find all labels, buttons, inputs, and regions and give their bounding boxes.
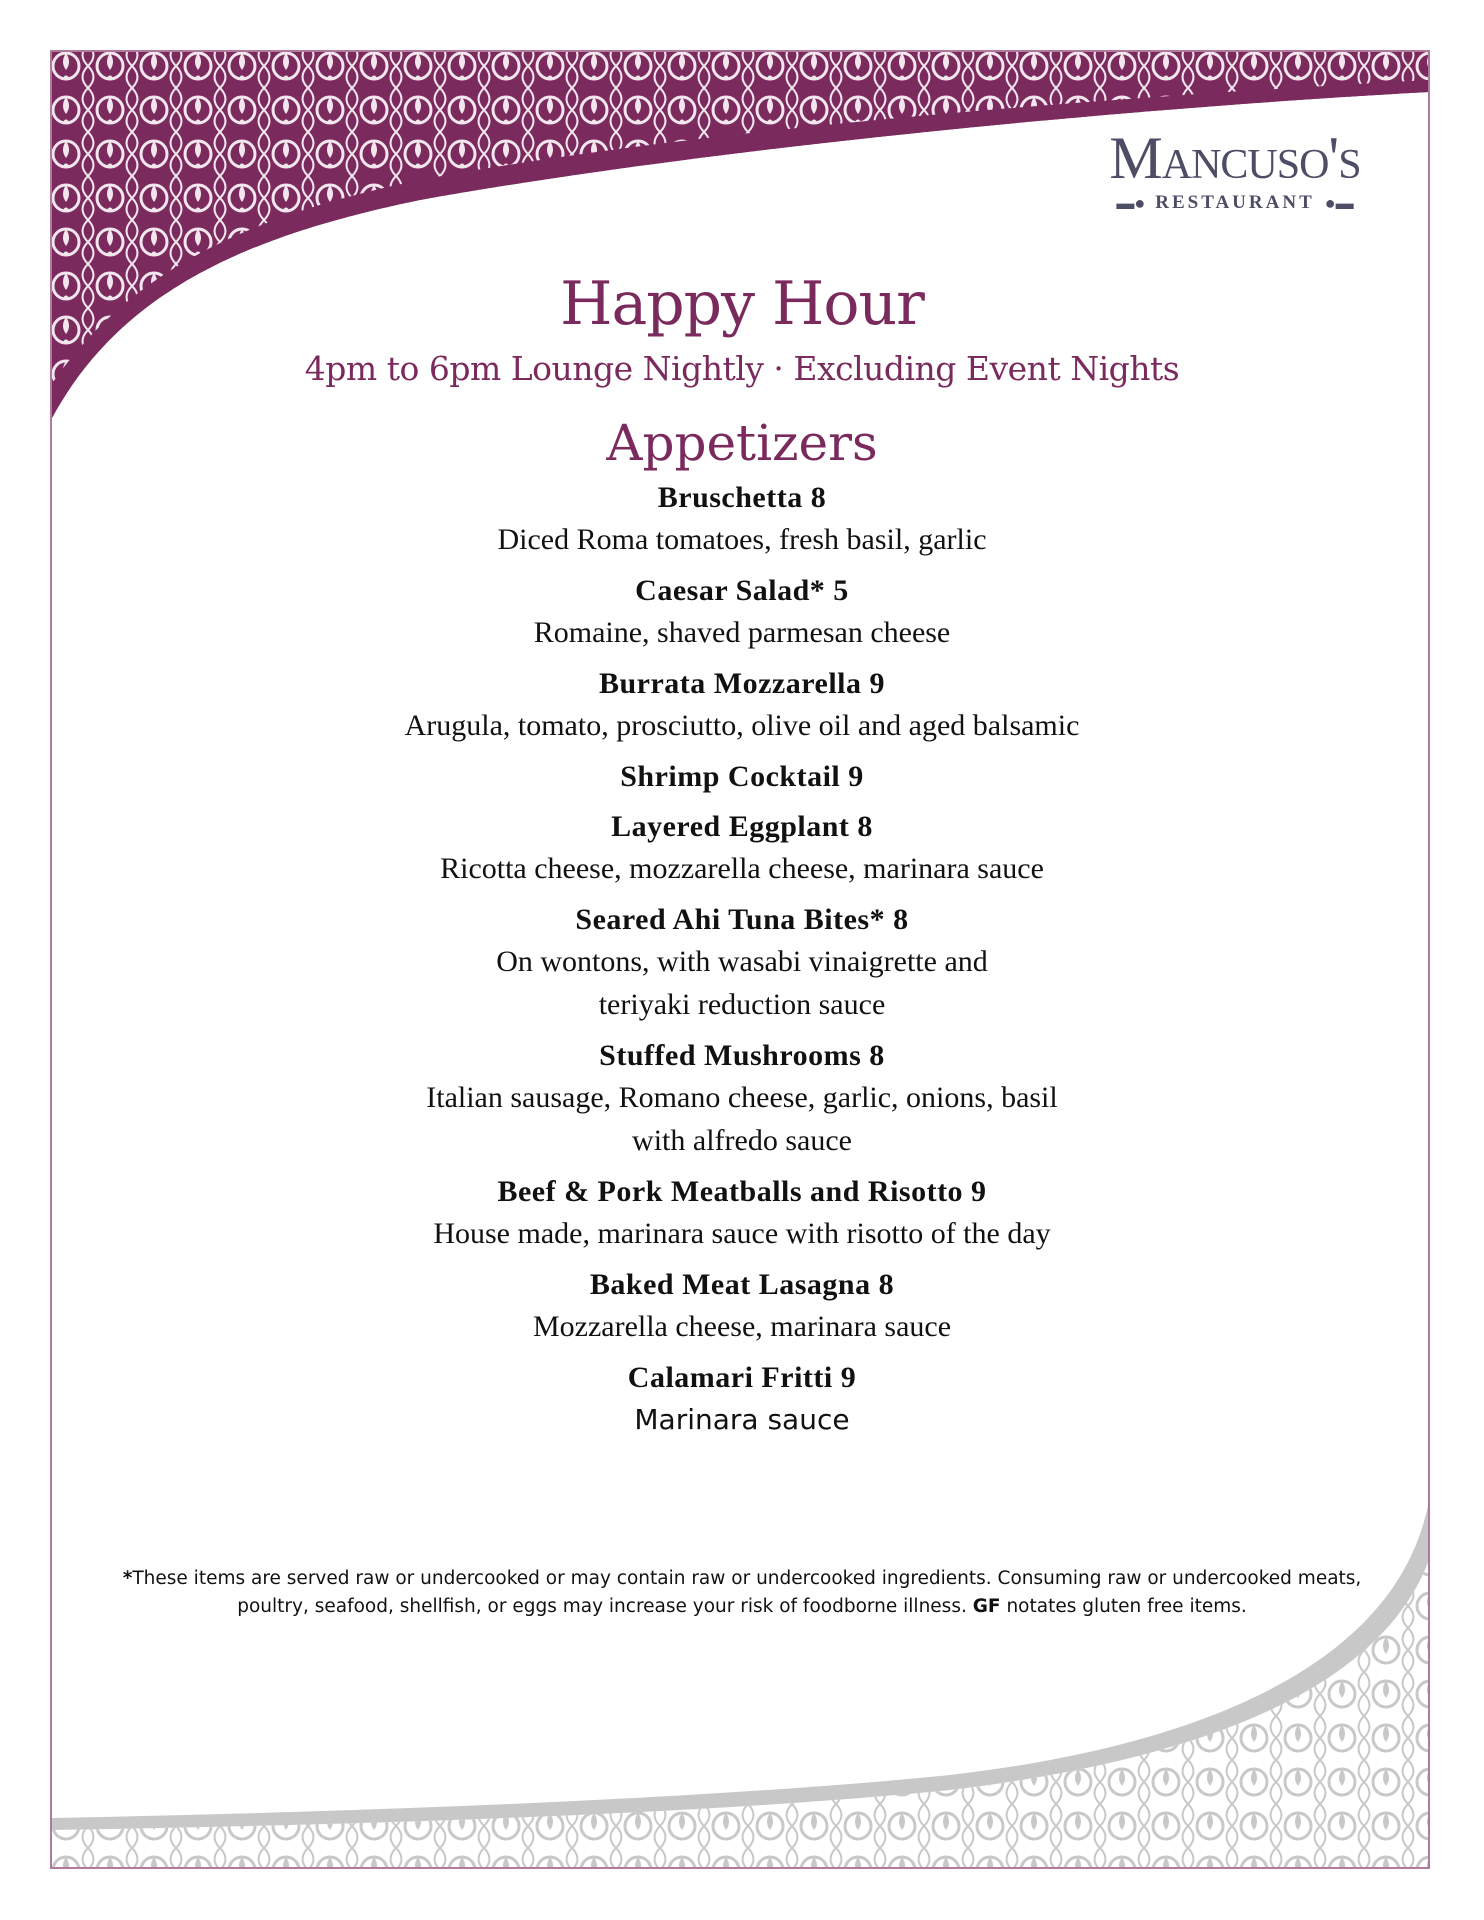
menu-item	[0, 1036, 1484, 1172]
menu-item-description: Marinara sauce	[634, 1403, 850, 1436]
menu-item	[0, 807, 1484, 900]
menu-item	[0, 1265, 1484, 1358]
footnote-text-2: notates gluten free items.	[1000, 1596, 1247, 1617]
menu-item	[0, 757, 1484, 807]
menu-item-description: Mozzarella cheese, marinara sauce	[532, 1310, 952, 1343]
footnote-asterisk: *	[122, 1568, 133, 1589]
menu-item-description: House made, marinara sauce with risotto of the day	[433, 1217, 1051, 1250]
logo-subtitle: RESTAURANT	[1155, 192, 1315, 213]
menu-item-name: Caesar Salad* 5	[635, 574, 849, 607]
restaurant-logo	[1085, 125, 1385, 214]
logo-name: Mancuso's	[1109, 125, 1361, 191]
menu-content	[0, 268, 1484, 1451]
menu-item-description: Diced Roma tomatoes, fresh basil, garlic	[497, 523, 987, 556]
logo-subtitle-row	[1085, 192, 1385, 214]
item-spacer	[0, 1162, 1484, 1172]
menu-item-name: Baked Meat Lasagna 8	[589, 1268, 895, 1301]
menu-item	[0, 1358, 1484, 1451]
item-spacer	[0, 1348, 1484, 1358]
menu-item-name: Burrata Mozzarella 9	[598, 667, 886, 700]
item-spacer	[0, 561, 1484, 571]
item-spacer	[0, 890, 1484, 900]
item-spacer	[0, 1255, 1484, 1265]
item-spacer	[0, 654, 1484, 664]
menu-item	[0, 1172, 1484, 1265]
menu-item-name: Bruschetta 8	[657, 481, 827, 514]
menu-item-name: Beef & Pork Meatballs and Risotto 9	[497, 1175, 987, 1208]
menu-item	[0, 900, 1484, 1036]
menu-item	[0, 571, 1484, 664]
menu-item-name: Calamari Fritti 9	[627, 1361, 857, 1394]
footnote-gf: GF	[972, 1596, 1001, 1617]
menu-item-description: Romaine, shaved parmesan cheese	[533, 616, 951, 649]
shell-icon: ●▬	[1324, 192, 1354, 213]
menu-item-description: On wontons, with wasabi vinaigrette and	[496, 945, 988, 978]
menu-item-name: Stuffed Mushrooms 8	[599, 1039, 885, 1072]
menu-item-description: Italian sausage, Romano cheese, garlic, onions, basil	[426, 1081, 1058, 1114]
menu-item-name: Shrimp Cocktail 9	[620, 760, 864, 793]
menu-item-name: Layered Eggplant 8	[611, 810, 873, 843]
item-spacer	[0, 797, 1484, 807]
menu-item	[0, 664, 1484, 757]
page-subtitle: 4pm to 6pm Lounge Nightly · Excluding Event Nights	[304, 349, 1180, 388]
menu-item-name: Seared Ahi Tuna Bites* 8	[575, 903, 909, 936]
shell-icon: ▬●	[1116, 192, 1146, 213]
menu-item-description: Ricotta cheese, mozzarella cheese, marinara sauce	[440, 852, 1044, 885]
menu-items	[0, 478, 1484, 1451]
footnote-text-1: These items are served raw or undercooked or may contain raw or undercooked ingredients. Consuming raw or undercooked meats, poultry, seafood, shellfish, or eggs may increase your risk of foodborne illness.	[132, 1568, 1362, 1617]
menu-item-description: with alfredo sauce	[632, 1124, 852, 1157]
item-spacer	[0, 1441, 1484, 1451]
section-heading: Appetizers	[606, 414, 878, 472]
menu-item-description: Arugula, tomato, prosciutto, olive oil and aged balsamic	[404, 709, 1080, 742]
footnote	[100, 1565, 1384, 1621]
item-spacer	[0, 747, 1484, 757]
menu-item	[0, 478, 1484, 571]
item-spacer	[0, 1026, 1484, 1036]
menu-item-description: teriyaki reduction sauce	[598, 988, 886, 1021]
page-title: Happy Hour	[560, 269, 924, 339]
